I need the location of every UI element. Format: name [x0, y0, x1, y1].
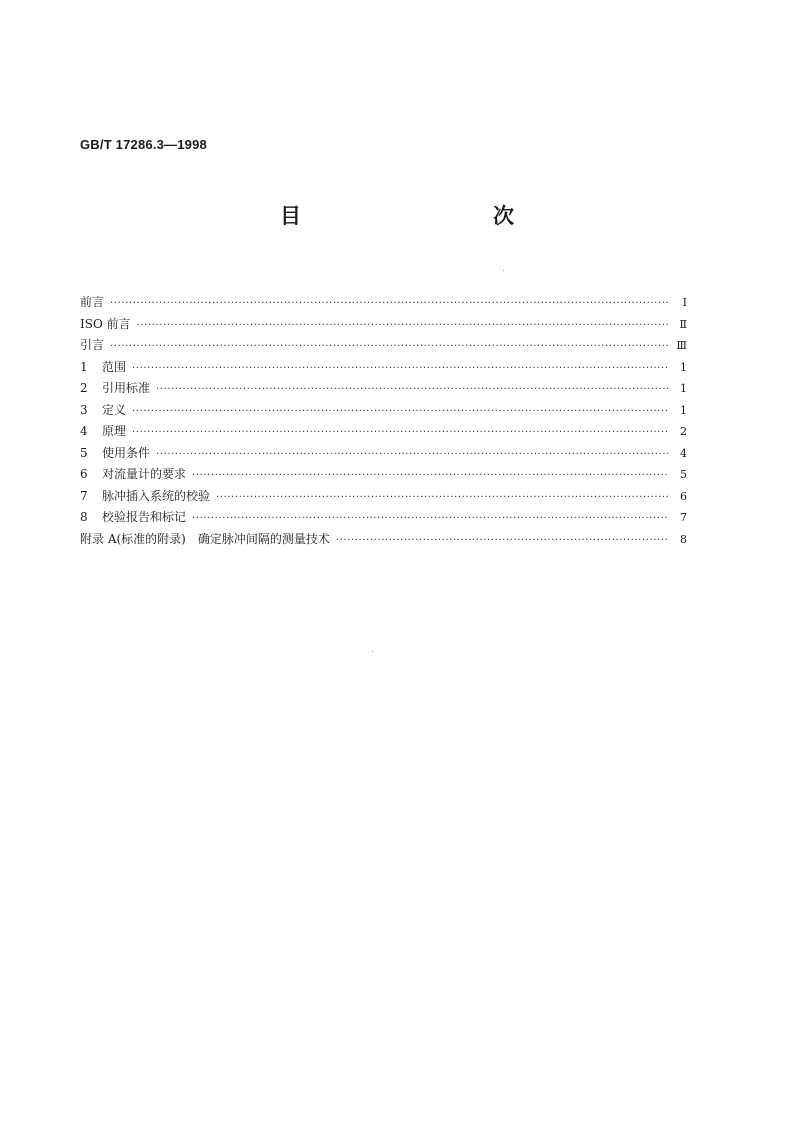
toc-entry-page: 1	[680, 403, 687, 417]
toc-entry-iso-foreword[interactable]	[80, 314, 687, 336]
toc-dot-leader	[216, 487, 669, 509]
toc-entry-page: Ⅱ	[679, 317, 687, 331]
toc-entry-number: 2	[80, 381, 88, 395]
toc-entry-number: 3	[80, 402, 88, 417]
toc-entry-introduction[interactable]	[80, 335, 687, 357]
toc-entry-label	[80, 378, 156, 400]
toc-entry-text: 范围	[102, 359, 127, 374]
toc-entry-number: 7	[80, 488, 88, 503]
toc-entry-text: 定义	[102, 402, 127, 417]
toc-dot-leader	[132, 358, 669, 380]
toc-entry-page: Ⅲ	[676, 339, 687, 352]
toc-entry-label: 附录 A(标准的附录) 确定脉冲间隔的测量技术	[80, 531, 330, 546]
toc-entry-system-verification[interactable]	[80, 486, 687, 508]
toc-dot-leader	[132, 401, 669, 423]
toc-entry-number: 8	[80, 510, 88, 524]
toc-entry-label	[80, 486, 216, 508]
toc-entry-number: 5	[80, 445, 88, 460]
scan-speck	[503, 270, 504, 271]
toc-entry-page: 5	[680, 468, 687, 481]
toc-entry-definitions[interactable]	[80, 400, 687, 422]
toc-dot-leader	[192, 508, 669, 530]
toc-entry-page: 4	[680, 446, 687, 460]
toc-entry-text: 对流量计的要求	[102, 467, 187, 481]
toc-entry-label	[80, 464, 192, 486]
toc-entry-label	[80, 443, 156, 465]
toc-entry-label	[80, 357, 132, 379]
toc-entry-page: 1	[680, 360, 687, 374]
toc-entry-foreword[interactable]	[80, 292, 687, 314]
toc-entry-label	[80, 421, 132, 443]
toc-entry-meter-requirements[interactable]	[80, 464, 687, 486]
toc-dot-leader	[336, 530, 669, 552]
standard-code: GB/T 17286.3—1998	[80, 137, 207, 152]
toc-entry-label	[80, 400, 132, 422]
toc-entry-number: 4	[80, 424, 88, 438]
toc-entry-conditions-of-use[interactable]	[80, 443, 687, 465]
toc-dot-leader	[137, 315, 669, 337]
toc-entry-page: 7	[680, 511, 687, 524]
page-title: 目 次	[280, 204, 564, 228]
toc-entry-label	[80, 507, 192, 529]
toc-entry-text: 使用条件	[102, 445, 151, 460]
toc-entry-text: 原理	[102, 424, 127, 438]
table-of-contents	[80, 292, 687, 550]
toc-entry-text: 引用标准	[102, 381, 151, 395]
toc-dot-leader	[156, 444, 669, 466]
toc-dot-leader	[110, 336, 669, 358]
toc-entry-principle[interactable]	[80, 421, 687, 443]
toc-entry-text: 校验报告和标记	[102, 510, 187, 524]
toc-entry-page: Ⅰ	[682, 296, 687, 309]
toc-entry-number: 1	[80, 359, 88, 374]
toc-entry-page: 6	[680, 489, 687, 503]
toc-dot-leader	[110, 293, 669, 315]
toc-entry-page: 1	[680, 382, 687, 395]
toc-entry-label: 引言	[80, 338, 105, 352]
toc-entry-label: ISO 前言	[80, 316, 131, 331]
toc-entry-text: 脉冲插入系统的校验	[102, 488, 211, 503]
toc-entry-number: 6	[80, 467, 88, 481]
toc-entry-scope[interactable]	[80, 357, 687, 379]
toc-dot-leader	[192, 465, 669, 487]
scan-speck	[372, 651, 373, 652]
toc-entry-page: 2	[680, 425, 687, 438]
toc-entry-page: 8	[680, 532, 687, 546]
toc-entry-label: 前言	[80, 295, 105, 309]
toc-entry-report-and-marking[interactable]	[80, 507, 687, 529]
toc-dot-leader	[132, 422, 669, 444]
toc-entry-annex-a[interactable]	[80, 529, 687, 551]
toc-entry-normative-references[interactable]	[80, 378, 687, 400]
toc-dot-leader	[156, 379, 669, 401]
